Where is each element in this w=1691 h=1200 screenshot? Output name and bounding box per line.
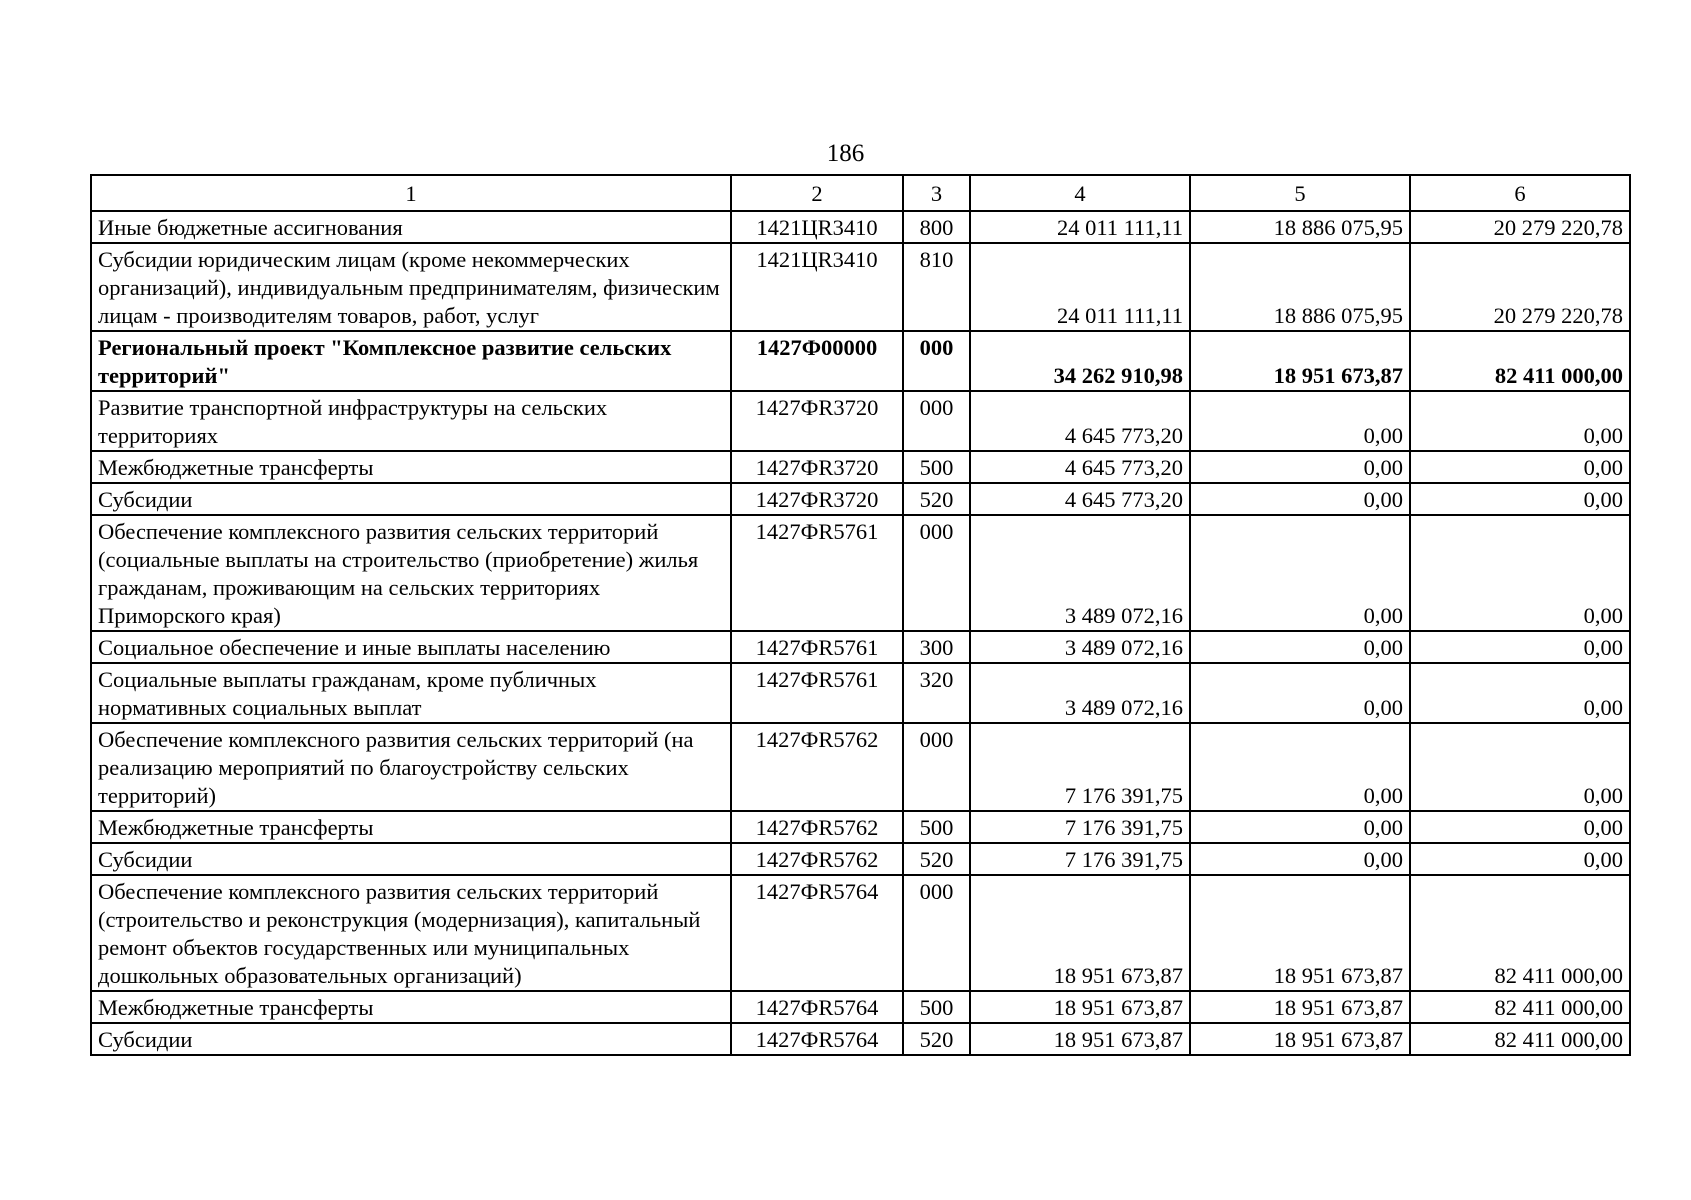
row-amount-col6-cell: 82 411 000,00 bbox=[1410, 1023, 1630, 1055]
table-row bbox=[91, 515, 1630, 631]
row-type-cell: 520 bbox=[903, 843, 970, 875]
row-code-cell: 1421ЦR3410 bbox=[731, 243, 903, 331]
table-header-row bbox=[91, 175, 1630, 211]
row-amount-col6-cell: 82 411 000,00 bbox=[1410, 331, 1630, 391]
row-type-cell: 000 bbox=[903, 723, 970, 811]
row-amount-col5-cell: 18 951 673,87 bbox=[1190, 1023, 1410, 1055]
row-amount-col4-cell: 34 262 910,98 bbox=[970, 331, 1190, 391]
row-type-cell: 500 bbox=[903, 811, 970, 843]
row-code-cell: 1427ФR5762 bbox=[731, 811, 903, 843]
row-amount-col4-cell: 4 645 773,20 bbox=[970, 451, 1190, 483]
row-amount-col5-cell: 0,00 bbox=[1190, 451, 1410, 483]
row-code-cell: 1427Ф00000 bbox=[731, 331, 903, 391]
row-amount-col6-cell: 82 411 000,00 bbox=[1410, 991, 1630, 1023]
row-amount-col4-cell: 24 011 111,11 bbox=[970, 243, 1190, 331]
row-amount-col5-cell: 18 886 075,95 bbox=[1190, 243, 1410, 331]
table-row bbox=[91, 243, 1630, 331]
row-amount-col6-cell: 0,00 bbox=[1410, 515, 1630, 631]
row-name-cell: Обеспечение комплексного развития сельских территорий (строительство и реконструкция (модернизация), капитальный ремонт объектов государственных или муниципальных дошкольных образовательных организаций) bbox=[91, 875, 731, 991]
row-name-cell: Межбюджетные трансферты bbox=[91, 991, 731, 1023]
table-row bbox=[91, 631, 1630, 663]
row-name-cell: Региональный проект "Комплексное развитие сельских территорий" bbox=[91, 331, 731, 391]
row-type-cell: 320 bbox=[903, 663, 970, 723]
row-amount-col4-cell: 3 489 072,16 bbox=[970, 631, 1190, 663]
row-amount-col5-cell: 18 951 673,87 bbox=[1190, 331, 1410, 391]
row-name-cell: Субсидии юридическим лицам (кроме некоммерческих организаций), индивидуальным предпринимателям, физическим лицам - производителям товаров, работ, услуг bbox=[91, 243, 731, 331]
row-amount-col4-cell: 4 645 773,20 bbox=[970, 483, 1190, 515]
row-amount-col4-cell: 7 176 391,75 bbox=[970, 811, 1190, 843]
row-amount-col4-cell: 24 011 111,11 bbox=[970, 211, 1190, 243]
row-code-cell: 1427ФR3720 bbox=[731, 391, 903, 451]
table-row bbox=[91, 391, 1630, 451]
row-type-cell: 500 bbox=[903, 451, 970, 483]
row-amount-col6-cell: 82 411 000,00 bbox=[1410, 875, 1630, 991]
row-amount-col6-cell: 20 279 220,78 bbox=[1410, 243, 1630, 331]
row-amount-col4-cell: 7 176 391,75 bbox=[970, 843, 1190, 875]
row-amount-col5-cell: 0,00 bbox=[1190, 811, 1410, 843]
row-amount-col5-cell: 0,00 bbox=[1190, 663, 1410, 723]
table-row bbox=[91, 811, 1630, 843]
row-amount-col4-cell: 18 951 673,87 bbox=[970, 875, 1190, 991]
row-amount-col5-cell: 0,00 bbox=[1190, 723, 1410, 811]
row-amount-col5-cell: 18 886 075,95 bbox=[1190, 211, 1410, 243]
row-type-cell: 520 bbox=[903, 483, 970, 515]
row-type-cell: 000 bbox=[903, 391, 970, 451]
header-cell-year3: 6 bbox=[1410, 175, 1630, 211]
table-row bbox=[91, 331, 1630, 391]
row-name-cell: Субсидии bbox=[91, 843, 731, 875]
row-type-cell: 000 bbox=[903, 515, 970, 631]
table-row bbox=[91, 991, 1630, 1023]
row-code-cell: 1421ЦR3410 bbox=[731, 211, 903, 243]
row-type-cell: 000 bbox=[903, 875, 970, 991]
row-amount-col4-cell: 18 951 673,87 bbox=[970, 991, 1190, 1023]
table-row bbox=[91, 483, 1630, 515]
row-amount-col6-cell: 20 279 220,78 bbox=[1410, 211, 1630, 243]
row-code-cell: 1427ФR5764 bbox=[731, 875, 903, 991]
row-amount-col6-cell: 0,00 bbox=[1410, 811, 1630, 843]
header-cell-year2: 5 bbox=[1190, 175, 1410, 211]
row-amount-col5-cell: 18 951 673,87 bbox=[1190, 875, 1410, 991]
row-type-cell: 800 bbox=[903, 211, 970, 243]
row-amount-col4-cell: 3 489 072,16 bbox=[970, 515, 1190, 631]
row-amount-col6-cell: 0,00 bbox=[1410, 843, 1630, 875]
row-amount-col6-cell: 0,00 bbox=[1410, 723, 1630, 811]
row-code-cell: 1427ФR3720 bbox=[731, 451, 903, 483]
row-amount-col6-cell: 0,00 bbox=[1410, 663, 1630, 723]
row-code-cell: 1427ФR5761 bbox=[731, 515, 903, 631]
row-code-cell: 1427ФR5761 bbox=[731, 631, 903, 663]
row-amount-col5-cell: 0,00 bbox=[1190, 391, 1410, 451]
row-name-cell: Социальные выплаты гражданам, кроме публичных нормативных социальных выплат bbox=[91, 663, 731, 723]
row-amount-col6-cell: 0,00 bbox=[1410, 483, 1630, 515]
row-amount-col4-cell: 7 176 391,75 bbox=[970, 723, 1190, 811]
table-row bbox=[91, 843, 1630, 875]
row-type-cell: 300 bbox=[903, 631, 970, 663]
table-row bbox=[91, 875, 1630, 991]
row-name-cell: Субсидии bbox=[91, 483, 731, 515]
row-code-cell: 1427ФR5761 bbox=[731, 663, 903, 723]
budget-table bbox=[90, 174, 1631, 1056]
header-cell-year1: 4 bbox=[970, 175, 1190, 211]
row-code-cell: 1427ФR5762 bbox=[731, 843, 903, 875]
row-amount-col5-cell: 0,00 bbox=[1190, 843, 1410, 875]
row-name-cell: Субсидии bbox=[91, 1023, 731, 1055]
row-name-cell: Социальное обеспечение и иные выплаты населению bbox=[91, 631, 731, 663]
row-code-cell: 1427ФR5764 bbox=[731, 1023, 903, 1055]
table-row bbox=[91, 663, 1630, 723]
row-amount-col5-cell: 0,00 bbox=[1190, 483, 1410, 515]
row-amount-col6-cell: 0,00 bbox=[1410, 451, 1630, 483]
row-name-cell: Обеспечение комплексного развития сельских территорий (социальные выплаты на строительство (приобретение) жилья гражданам, проживающим на сельских территориях Приморского края) bbox=[91, 515, 731, 631]
row-code-cell: 1427ФR5762 bbox=[731, 723, 903, 811]
row-type-cell: 000 bbox=[903, 331, 970, 391]
row-name-cell: Межбюджетные трансферты bbox=[91, 811, 731, 843]
header-cell-type: 3 bbox=[903, 175, 970, 211]
row-name-cell: Иные бюджетные ассигнования bbox=[91, 211, 731, 243]
row-amount-col5-cell: 0,00 bbox=[1190, 631, 1410, 663]
row-type-cell: 810 bbox=[903, 243, 970, 331]
header-cell-code: 2 bbox=[731, 175, 903, 211]
row-amount-col6-cell: 0,00 bbox=[1410, 631, 1630, 663]
row-amount-col5-cell: 18 951 673,87 bbox=[1190, 991, 1410, 1023]
table-row bbox=[91, 723, 1630, 811]
row-amount-col6-cell: 0,00 bbox=[1410, 391, 1630, 451]
row-name-cell: Обеспечение комплексного развития сельских территорий (на реализацию мероприятий по благоустройству сельских территорий) bbox=[91, 723, 731, 811]
header-cell-name: 1 bbox=[91, 175, 731, 211]
table-row bbox=[91, 1023, 1630, 1055]
row-type-cell: 520 bbox=[903, 1023, 970, 1055]
row-code-cell: 1427ФR5764 bbox=[731, 991, 903, 1023]
row-amount-col4-cell: 18 951 673,87 bbox=[970, 1023, 1190, 1055]
page-number: 186 bbox=[826, 140, 865, 167]
row-amount-col5-cell: 0,00 bbox=[1190, 515, 1410, 631]
row-type-cell: 500 bbox=[903, 991, 970, 1023]
table-row bbox=[91, 451, 1630, 483]
table-row bbox=[91, 211, 1630, 243]
row-code-cell: 1427ФR3720 bbox=[731, 483, 903, 515]
row-name-cell: Развитие транспортной инфраструктуры на сельских территориях bbox=[91, 391, 731, 451]
row-name-cell: Межбюджетные трансферты bbox=[91, 451, 731, 483]
row-amount-col4-cell: 3 489 072,16 bbox=[970, 663, 1190, 723]
row-amount-col4-cell: 4 645 773,20 bbox=[970, 391, 1190, 451]
